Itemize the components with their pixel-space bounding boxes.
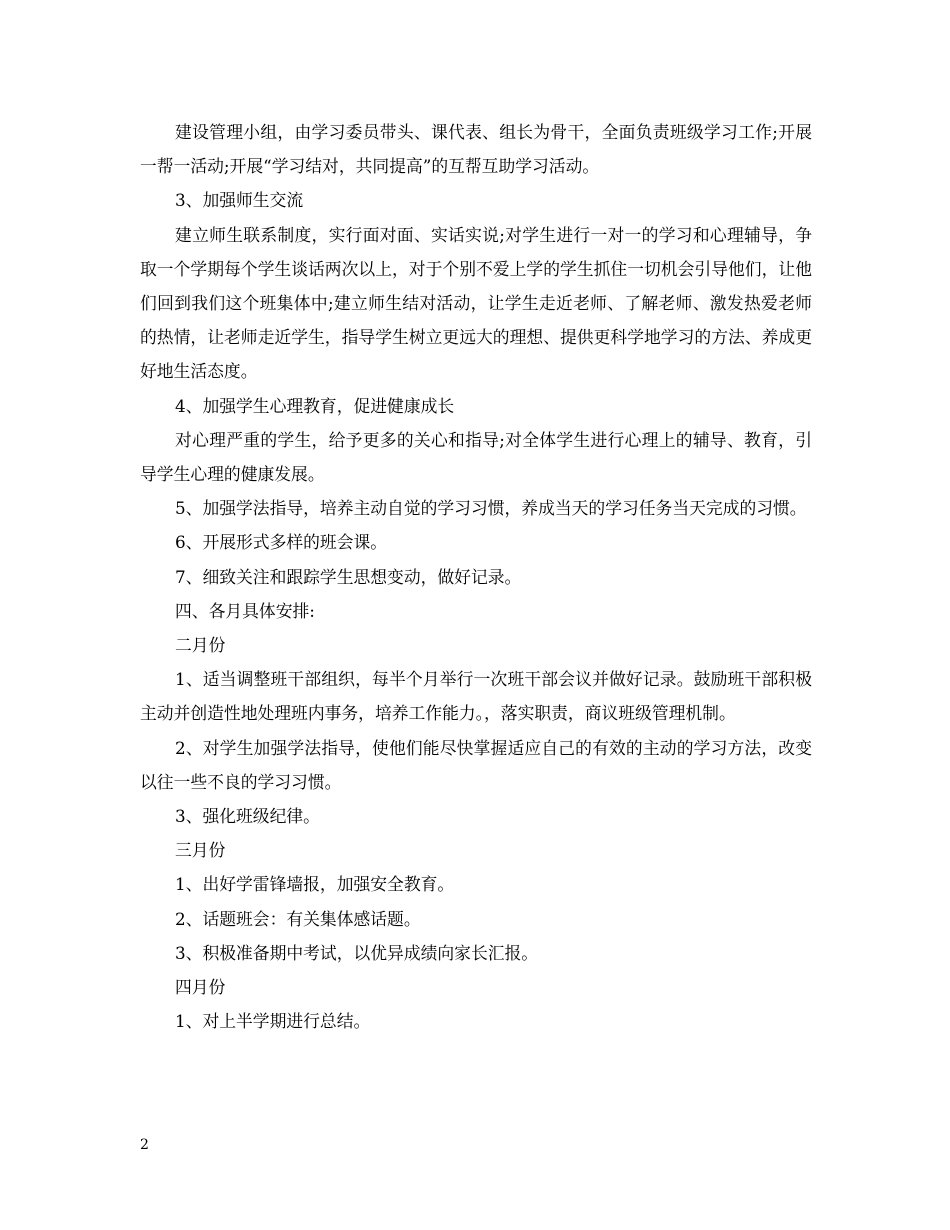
paragraph: 建设管理小组，由学习委员带头、课代表、组长为骨干，全面负责班级学习工作;开展一帮一活动;开展“学习结对，共同提高”的互帮互助学习活动。 [140, 122, 812, 177]
section-heading: 3、加强师生交流 [175, 190, 304, 211]
paragraph: 1、出好学雷锋墙报，加强安全教育。 [175, 874, 455, 895]
paragraph: 7、细致关注和跟踪学生思想变动，做好记录。 [175, 566, 522, 587]
paragraph: 2、话题班会：有关集体感话题。 [175, 908, 421, 929]
page-number: 2 [140, 1137, 149, 1153]
month-heading: 三月份 [175, 840, 226, 861]
paragraph: 1、对上半学期进行总结。 [175, 1011, 371, 1032]
paragraph: 对心理严重的学生，给予更多的关心和指导;对全体学生进行心理上的辅导、教育，引导学生心理的健康发展。 [140, 429, 812, 485]
section-heading: 四、各月具体安排: [175, 600, 315, 621]
paragraph: 3、强化班级纪律。 [175, 806, 320, 827]
month-heading: 二月份 [175, 635, 226, 656]
month-heading: 四月份 [175, 977, 226, 998]
paragraph: 5、加强学法指导，培养主动自觉的学习习惯，养成当天的学习任务当天完成的习惯。 [175, 498, 807, 519]
paragraph: 1、适当调整班干部组织，每半个月举行一次班干部会议并做好记录。鼓励班干部积极主动并创造性地处理班内事务，培养工作能力。，落实职责，商议班级管理机制。 [140, 669, 812, 724]
paragraph: 2、对学生加强学法指导，使他们能尽快掌握适应自己的有效的主动的学习方法，改变以往一些不良的学习习惯。 [140, 737, 812, 792]
paragraph: 建立师生联系制度，实行面对面、实话实说;对学生进行一对一的学习和心理辅导，争取一个学期每个学生谈话两次以上，对于个别不爱上学的学生抓住一切机会引导他们，让他们回到我们这个班集体中;建立师生结对活动，让学生走近老师、了解老师、激发热爱老师的热情，让老师走近学生，指导学生树立更远大的理想、提供更科学地学习的方法、养成更好地生活态度。 [140, 224, 812, 382]
paragraph: 3、积极准备期中考试，以优异成绩向家长汇报。 [175, 942, 539, 963]
section-heading: 4、加强学生心理教育，促进健康成长 [175, 395, 455, 416]
paragraph: 6、开展形式多样的班会课。 [175, 532, 388, 553]
document-body [140, 115, 812, 1038]
